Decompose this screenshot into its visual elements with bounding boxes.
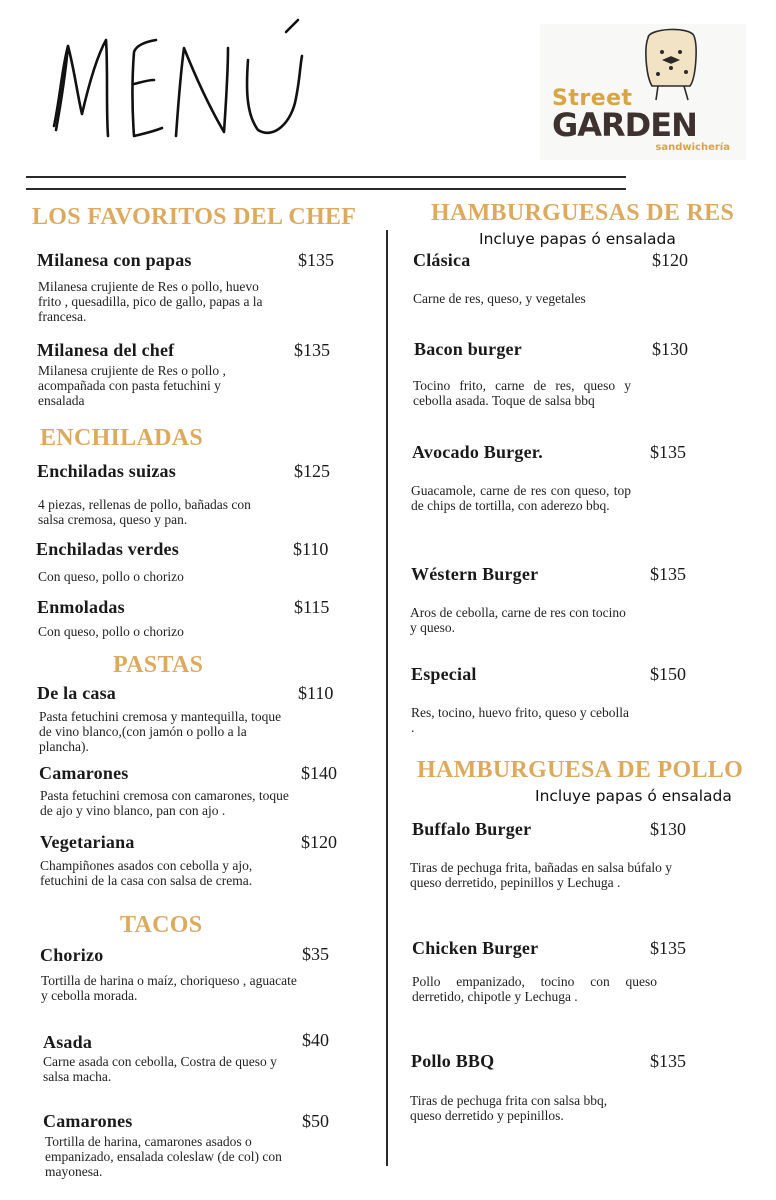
street-garden-logo [540, 24, 746, 160]
item-price: $110 [298, 683, 334, 703]
logo-sandwicheria: sandwichería [655, 142, 730, 153]
item-price: $135 [294, 340, 330, 360]
item-price: $40 [302, 1030, 329, 1050]
item-name: Buffalo Burger [412, 819, 532, 839]
item-price: $150 [650, 664, 686, 684]
item-name: Bacon burger [414, 339, 522, 359]
logo-street: Street [552, 86, 633, 111]
section-enchiladas: ENCHILADAS [40, 425, 204, 451]
item-name: Camarones [39, 763, 129, 783]
item-description: Tocino frito, carne de res, queso y cebolla asada. Toque de salsa bbq [413, 378, 631, 408]
item-name: Avocado Burger. [412, 442, 543, 462]
item-name: Camarones [43, 1111, 133, 1131]
section-pastas: PASTAS [113, 652, 204, 678]
item-price: $120 [652, 250, 688, 270]
item-price: $50 [302, 1111, 329, 1131]
item-description: Tortilla de harina, camarones asados o empanizado, ensalada coleslaw (de col) con mayonesa. [45, 1134, 282, 1179]
item-price: $135 [298, 250, 334, 270]
item-description: Res, tocino, huevo frito, queso y cebolla . [411, 705, 629, 735]
section-note: Incluye papas ó ensalada [479, 230, 676, 248]
section-tacos: TACOS [120, 912, 203, 938]
item-price: $120 [301, 832, 337, 852]
item-name: Enmoladas [37, 597, 125, 617]
section-favoritos: LOS FAVORITOS DEL CHEF [32, 204, 357, 230]
item-name: Pollo BBQ [411, 1051, 495, 1071]
item-description: Tiras de pechuga frita con salsa bbq, queso derretido y pepinillos. [410, 1093, 608, 1123]
item-description: 4 piezas, rellenas de pollo, bañadas con salsa cremosa, queso y pan. [38, 497, 251, 527]
item-name: Milanesa del chef [37, 340, 175, 360]
item-description: Tiras de pechuga frita, bañadas en salsa búfalo y queso derretido, pepinillos y Lechuga . [410, 860, 672, 890]
top-divider-1 [26, 176, 626, 178]
item-description: Guacamole, carne de res con queso, top de chips de tortilla, con aderezo bbq. [411, 483, 631, 513]
item-name: Chicken Burger [412, 938, 539, 958]
item-name: Clásica [413, 250, 471, 270]
sandwich-mascot-icon [646, 29, 696, 100]
item-name: Enchiladas suizas [37, 461, 176, 481]
section-hamburguesa-pollo: HAMBURGUESA DE POLLO [417, 757, 744, 783]
item-price: $115 [294, 597, 330, 617]
item-name: Vegetariana [40, 832, 135, 852]
item-name: Chorizo [40, 945, 104, 965]
section-note: Incluye papas ó ensalada [535, 787, 732, 805]
item-price: $135 [650, 938, 686, 958]
item-name: Especial [411, 664, 477, 684]
item-price: $135 [650, 1051, 686, 1071]
item-name: Milanesa con papas [37, 250, 192, 270]
item-description: Champiñones asados con cebolla y ajo, fetuchini de la casa con salsa de crema. [40, 858, 253, 888]
item-description: Con queso, pollo o chorizo [38, 569, 184, 584]
item-name: Wéstern Burger [411, 564, 539, 584]
logo-garden: GARDEN [552, 106, 697, 144]
item-description: Carne de res, queso, y vegetales [413, 291, 586, 306]
item-price: $35 [302, 944, 329, 964]
item-price: $130 [652, 339, 688, 359]
item-name: De la casa [37, 683, 116, 703]
top-divider-2 [26, 188, 626, 190]
item-description: Milanesa crujiente de Res o pollo, huevo frito , quesadilla, pico de gallo, papas a la francesa. [38, 279, 263, 324]
menu-title [48, 18, 348, 168]
item-price: $130 [650, 819, 686, 839]
item-description: Pasta fetuchini cremosa y mantequilla, toque de vino blanco,(con jamón o pollo a la plancha). [39, 709, 282, 754]
item-description: Aros de cebolla, carne de res con tocino y queso. [410, 605, 626, 635]
item-price: $135 [650, 442, 686, 462]
item-description: Milanesa crujiente de Res o pollo , acompañada con pasta fetuchini y ensalada [38, 363, 226, 408]
column-divider [386, 230, 388, 1166]
item-description: Tortilla de harina o maíz, choriqueso , aguacate y cebolla morada. [41, 973, 297, 1003]
item-price: $140 [301, 763, 337, 783]
item-price: $110 [293, 539, 329, 559]
item-name: Enchiladas verdes [36, 539, 179, 559]
section-hamburguesas-res: HAMBURGUESAS DE RES [431, 200, 735, 226]
item-price: $125 [294, 461, 330, 481]
item-price: $135 [650, 564, 686, 584]
item-description: Con queso, pollo o chorizo [38, 624, 184, 639]
item-description: Pollo empanizado, tocino con queso derretido, chipotle y Lechuga . [412, 974, 657, 1004]
item-name: Asada [43, 1032, 93, 1052]
item-description: Pasta fetuchini cremosa con camarones, toque de ajo y vino blanco, pan con ajo . [40, 788, 289, 818]
item-description: Carne asada con cebolla, Costra de queso y salsa macha. [43, 1054, 277, 1084]
